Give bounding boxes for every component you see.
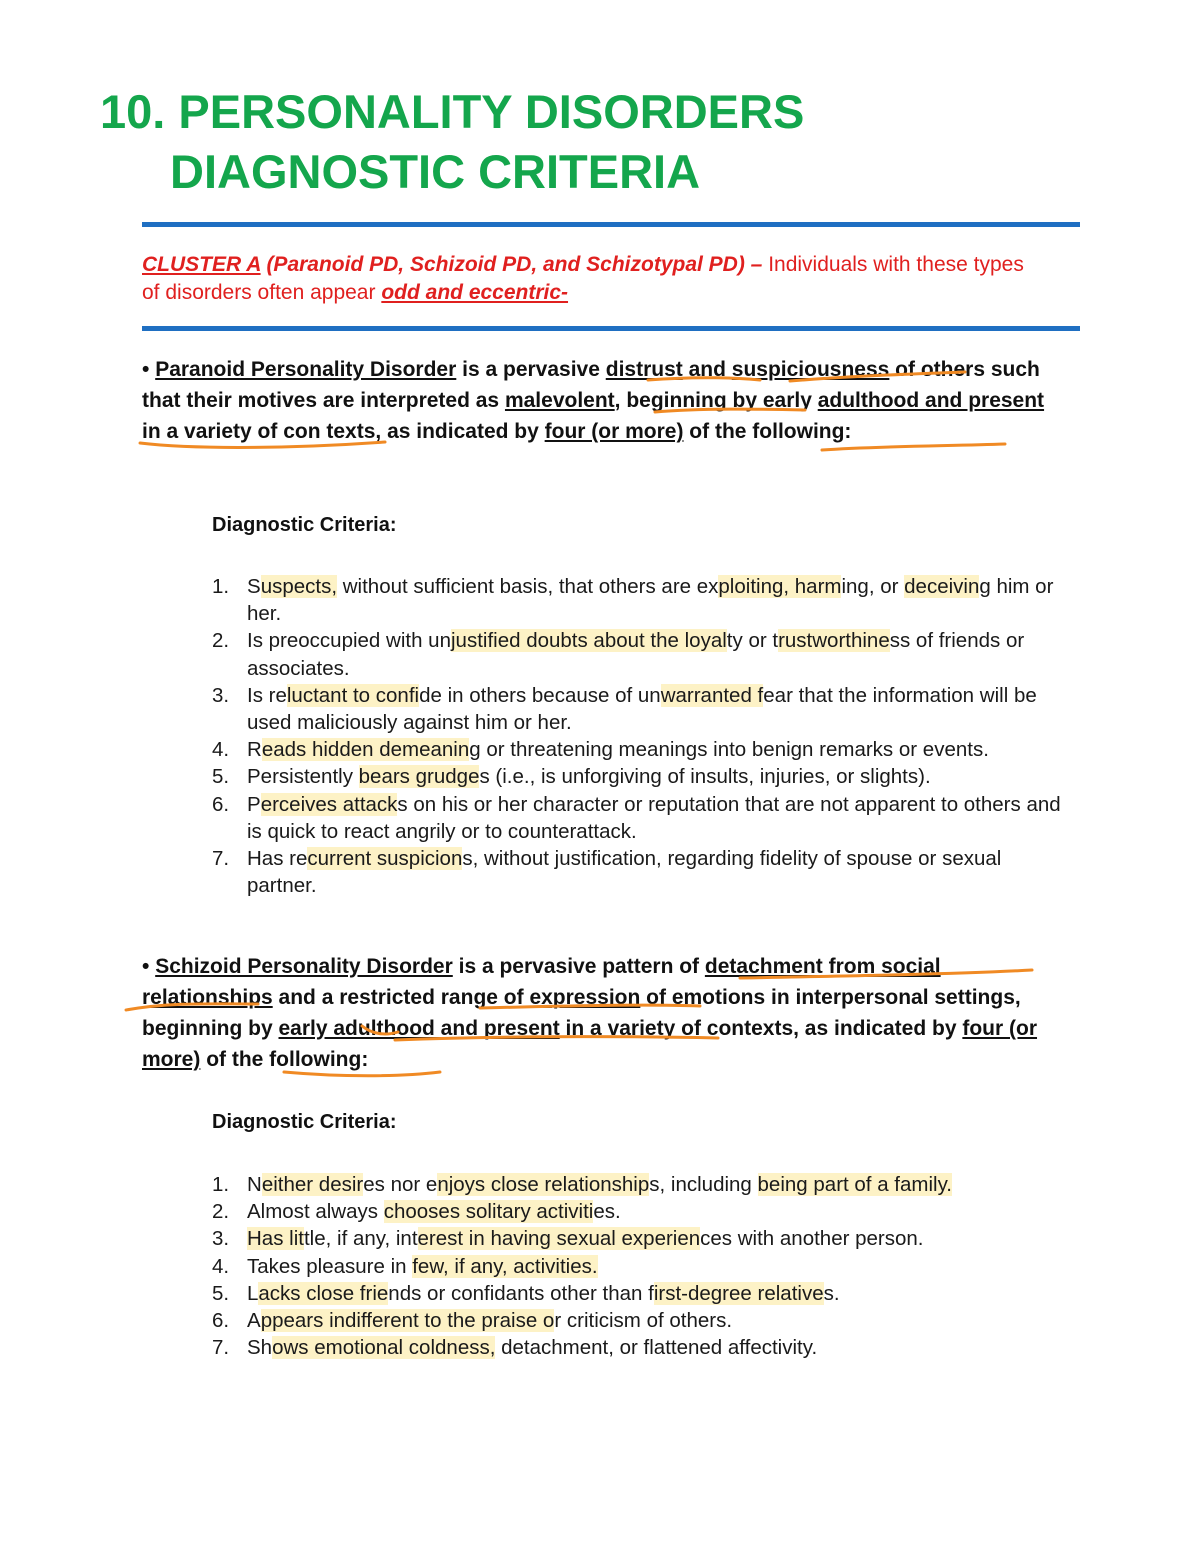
- highlighted-text: current suspicion: [307, 847, 463, 871]
- cluster-detail: (Paranoid PD, Schizoid PD, and Schizotypal PD) –: [260, 253, 763, 276]
- criterion-item: [212, 763, 1072, 790]
- criterion-number: 3.: [212, 1227, 230, 1251]
- text: and: [682, 358, 732, 381]
- criterion-text: g or threatening meanings into benign remarks or events.: [469, 738, 989, 762]
- criteria-list-paranoid: [212, 573, 1072, 899]
- criterion-text: S: [247, 575, 261, 598]
- criterion-text: nds or confidants other than f: [388, 1281, 654, 1305]
- criterion-text: Is re: [247, 683, 287, 707]
- criterion-item: [212, 1334, 1072, 1361]
- criterion-item: [212, 1280, 1072, 1307]
- criterion-text: Has re: [247, 847, 308, 871]
- criterion-text: A: [247, 1309, 261, 1333]
- term-expression: expression: [529, 986, 641, 1009]
- paranoid-intro: [142, 354, 1052, 447]
- highlighted-text: chooses solitary activiti: [383, 1200, 594, 1224]
- highlighted-text: erest in having sexual experien: [417, 1227, 701, 1251]
- highlighted-text: bears grudge: [358, 765, 480, 789]
- criterion-item: [212, 573, 1072, 627]
- criterion-text: g him or her.: [247, 575, 1054, 626]
- criterion-text: Persistently: [247, 765, 359, 789]
- criterion-text: ing, or: [841, 575, 905, 598]
- highlighted-text: uspects,: [260, 575, 338, 598]
- criterion-item: [212, 627, 1072, 681]
- term-four-or-more: four (or more): [142, 1017, 1038, 1071]
- bullet: •: [142, 955, 156, 978]
- text: and a restricted range of: [272, 986, 530, 1009]
- criterion-text: ear that the information will be used maliciously against him or her.: [247, 683, 1037, 735]
- text: of emotions in interpersonal settings, beginning by: [142, 986, 1021, 1040]
- criterion-number: 1.: [212, 575, 230, 598]
- criterion-text: Sh: [247, 1336, 273, 1360]
- criterion-text: P: [247, 792, 261, 816]
- criterion-text: es.: [593, 1200, 621, 1224]
- cluster-emphasis: odd and eccentric-: [381, 281, 569, 304]
- criterion-text: s (i.e., is unforgiving of insults, injuries, or slights).: [479, 765, 931, 789]
- text: is a pervasive pattern of: [452, 955, 705, 978]
- criterion-text: de in others because of un: [419, 683, 661, 707]
- bullet: •: [142, 358, 156, 381]
- highlighted-text: being part of a family.: [757, 1173, 953, 1196]
- criterion-text: s, without justification, regarding fidelity of spouse or sexual partner.: [247, 847, 1002, 898]
- criterion-text: r criticism of others.: [554, 1309, 733, 1333]
- term-malevolent: malevolent: [504, 389, 615, 412]
- text: , beginning by early: [614, 389, 818, 412]
- criterion-text: tle, if any, int: [303, 1227, 418, 1251]
- criteria-heading-schizoid: Diagnostic Criteria:: [212, 1111, 397, 1133]
- criterion-number: 7.: [212, 847, 230, 871]
- highlighted-text: irst-degree relative: [653, 1281, 824, 1305]
- criterion-text: ss of friends or associates.: [247, 629, 1025, 680]
- highlighted-text: Has lit: [247, 1227, 304, 1251]
- criterion-number: 4.: [212, 738, 230, 762]
- criterion-item: [212, 1253, 1072, 1280]
- highlighted-text: luctant to confi: [286, 683, 420, 707]
- text: in a variety of contexts, as indicated by: [559, 1017, 963, 1040]
- term-early-adulthood: early adulthood and present: [278, 1017, 560, 1040]
- highlighted-text: few, if any, activities.: [412, 1254, 598, 1278]
- highlighted-text: erceives attack: [260, 792, 398, 816]
- highlighted-text: ppears indifferent to the praise o: [260, 1309, 555, 1333]
- criterion-text: s, including: [649, 1173, 758, 1196]
- criterion-number: 5.: [212, 1281, 230, 1305]
- criterion-text: N: [247, 1173, 262, 1196]
- criterion-number: 2.: [212, 1200, 230, 1224]
- cluster-desc: Individuals with these types of disorders often appear: [142, 253, 1024, 304]
- highlighted-text: deceivin: [904, 575, 980, 598]
- text: of others such that their motives are interpreted as: [142, 358, 1040, 412]
- highlighted-text: rustworthine: [778, 629, 890, 653]
- criterion-number: 6.: [212, 792, 230, 816]
- criterion-item: [212, 1171, 1072, 1198]
- disorder-name-paranoid: Paranoid Personality Disorder: [155, 358, 457, 381]
- highlighted-text: either desir: [261, 1173, 364, 1196]
- highlighted-text: njoys close relationship: [437, 1173, 650, 1196]
- text: in a variety of con texts, as indicated by: [142, 420, 545, 443]
- bottom-divider: [142, 326, 1080, 331]
- criterion-text: without sufficient basis, that others are ex: [337, 575, 719, 598]
- term-four-or-more: four (or more): [544, 420, 684, 443]
- text: of the following:: [200, 1048, 369, 1071]
- criterion-item: [212, 791, 1072, 845]
- criterion-number: 1.: [212, 1173, 230, 1196]
- criterion-number: 6.: [212, 1309, 230, 1333]
- text: is a pervasive: [456, 358, 606, 381]
- highlighted-text: justified doubts about the loyal: [450, 629, 727, 653]
- term-suspiciousness: suspiciousness: [731, 358, 890, 381]
- text: of the following:: [683, 420, 852, 443]
- criterion-text: s on his or her character or reputation that are not apparent to others and is quick to react angrily or to counterattack.: [247, 792, 1061, 843]
- criterion-text: ces with another person.: [700, 1227, 924, 1251]
- criterion-text: Is preoccupied with un: [247, 629, 451, 653]
- criteria-heading-paranoid: Diagnostic Criteria:: [212, 514, 397, 536]
- disorder-name-schizoid: Schizoid Personality Disorder: [155, 955, 453, 978]
- term-detachment: detachment from social relationships: [142, 955, 941, 1009]
- criterion-item: [212, 845, 1072, 899]
- title-line-2: DIAGNOSTIC CRITERIA: [170, 145, 701, 198]
- criteria-list-schizoid: [212, 1171, 1072, 1361]
- criterion-number: 2.: [212, 629, 230, 653]
- criterion-item: [212, 682, 1072, 736]
- criterion-text: R: [247, 738, 262, 762]
- top-divider: [142, 222, 1080, 227]
- term-adulthood: adulthood and present: [817, 389, 1045, 412]
- criterion-text: Takes pleasure in: [247, 1254, 413, 1278]
- cluster-a-description: [142, 251, 1042, 307]
- criterion-item: [212, 1198, 1072, 1225]
- highlighted-text: acks close frie: [258, 1281, 389, 1305]
- criterion-number: 4.: [212, 1254, 230, 1278]
- criterion-number: 7.: [212, 1336, 230, 1360]
- highlighted-text: ows emotional coldness,: [272, 1336, 496, 1360]
- term-distrust: distrust: [605, 358, 683, 381]
- schizoid-intro: [142, 951, 1052, 1075]
- title-line-1: 10. PERSONALITY DISORDERS: [100, 85, 805, 138]
- highlighted-text: warranted f: [660, 683, 764, 707]
- cluster-label: CLUSTER A: [142, 253, 261, 276]
- page-title: [100, 82, 804, 202]
- criterion-text: Almost always: [247, 1200, 384, 1224]
- criterion-item: [212, 1225, 1072, 1252]
- highlighted-text: eads hidden demeanin: [261, 738, 470, 762]
- criterion-text: ty or t: [726, 629, 779, 653]
- criterion-text: L: [247, 1281, 259, 1305]
- criterion-text: detachment, or flattened affectivity.: [495, 1336, 818, 1360]
- criterion-text: es nor e: [363, 1173, 438, 1196]
- highlighted-text: ploiting, harm: [718, 575, 842, 598]
- criterion-item: [212, 1307, 1072, 1334]
- criterion-item: [212, 736, 1072, 763]
- criterion-text: s.: [823, 1281, 840, 1305]
- cluster-heading: [142, 253, 762, 276]
- criterion-number: 5.: [212, 765, 230, 789]
- criterion-number: 3.: [212, 683, 230, 707]
